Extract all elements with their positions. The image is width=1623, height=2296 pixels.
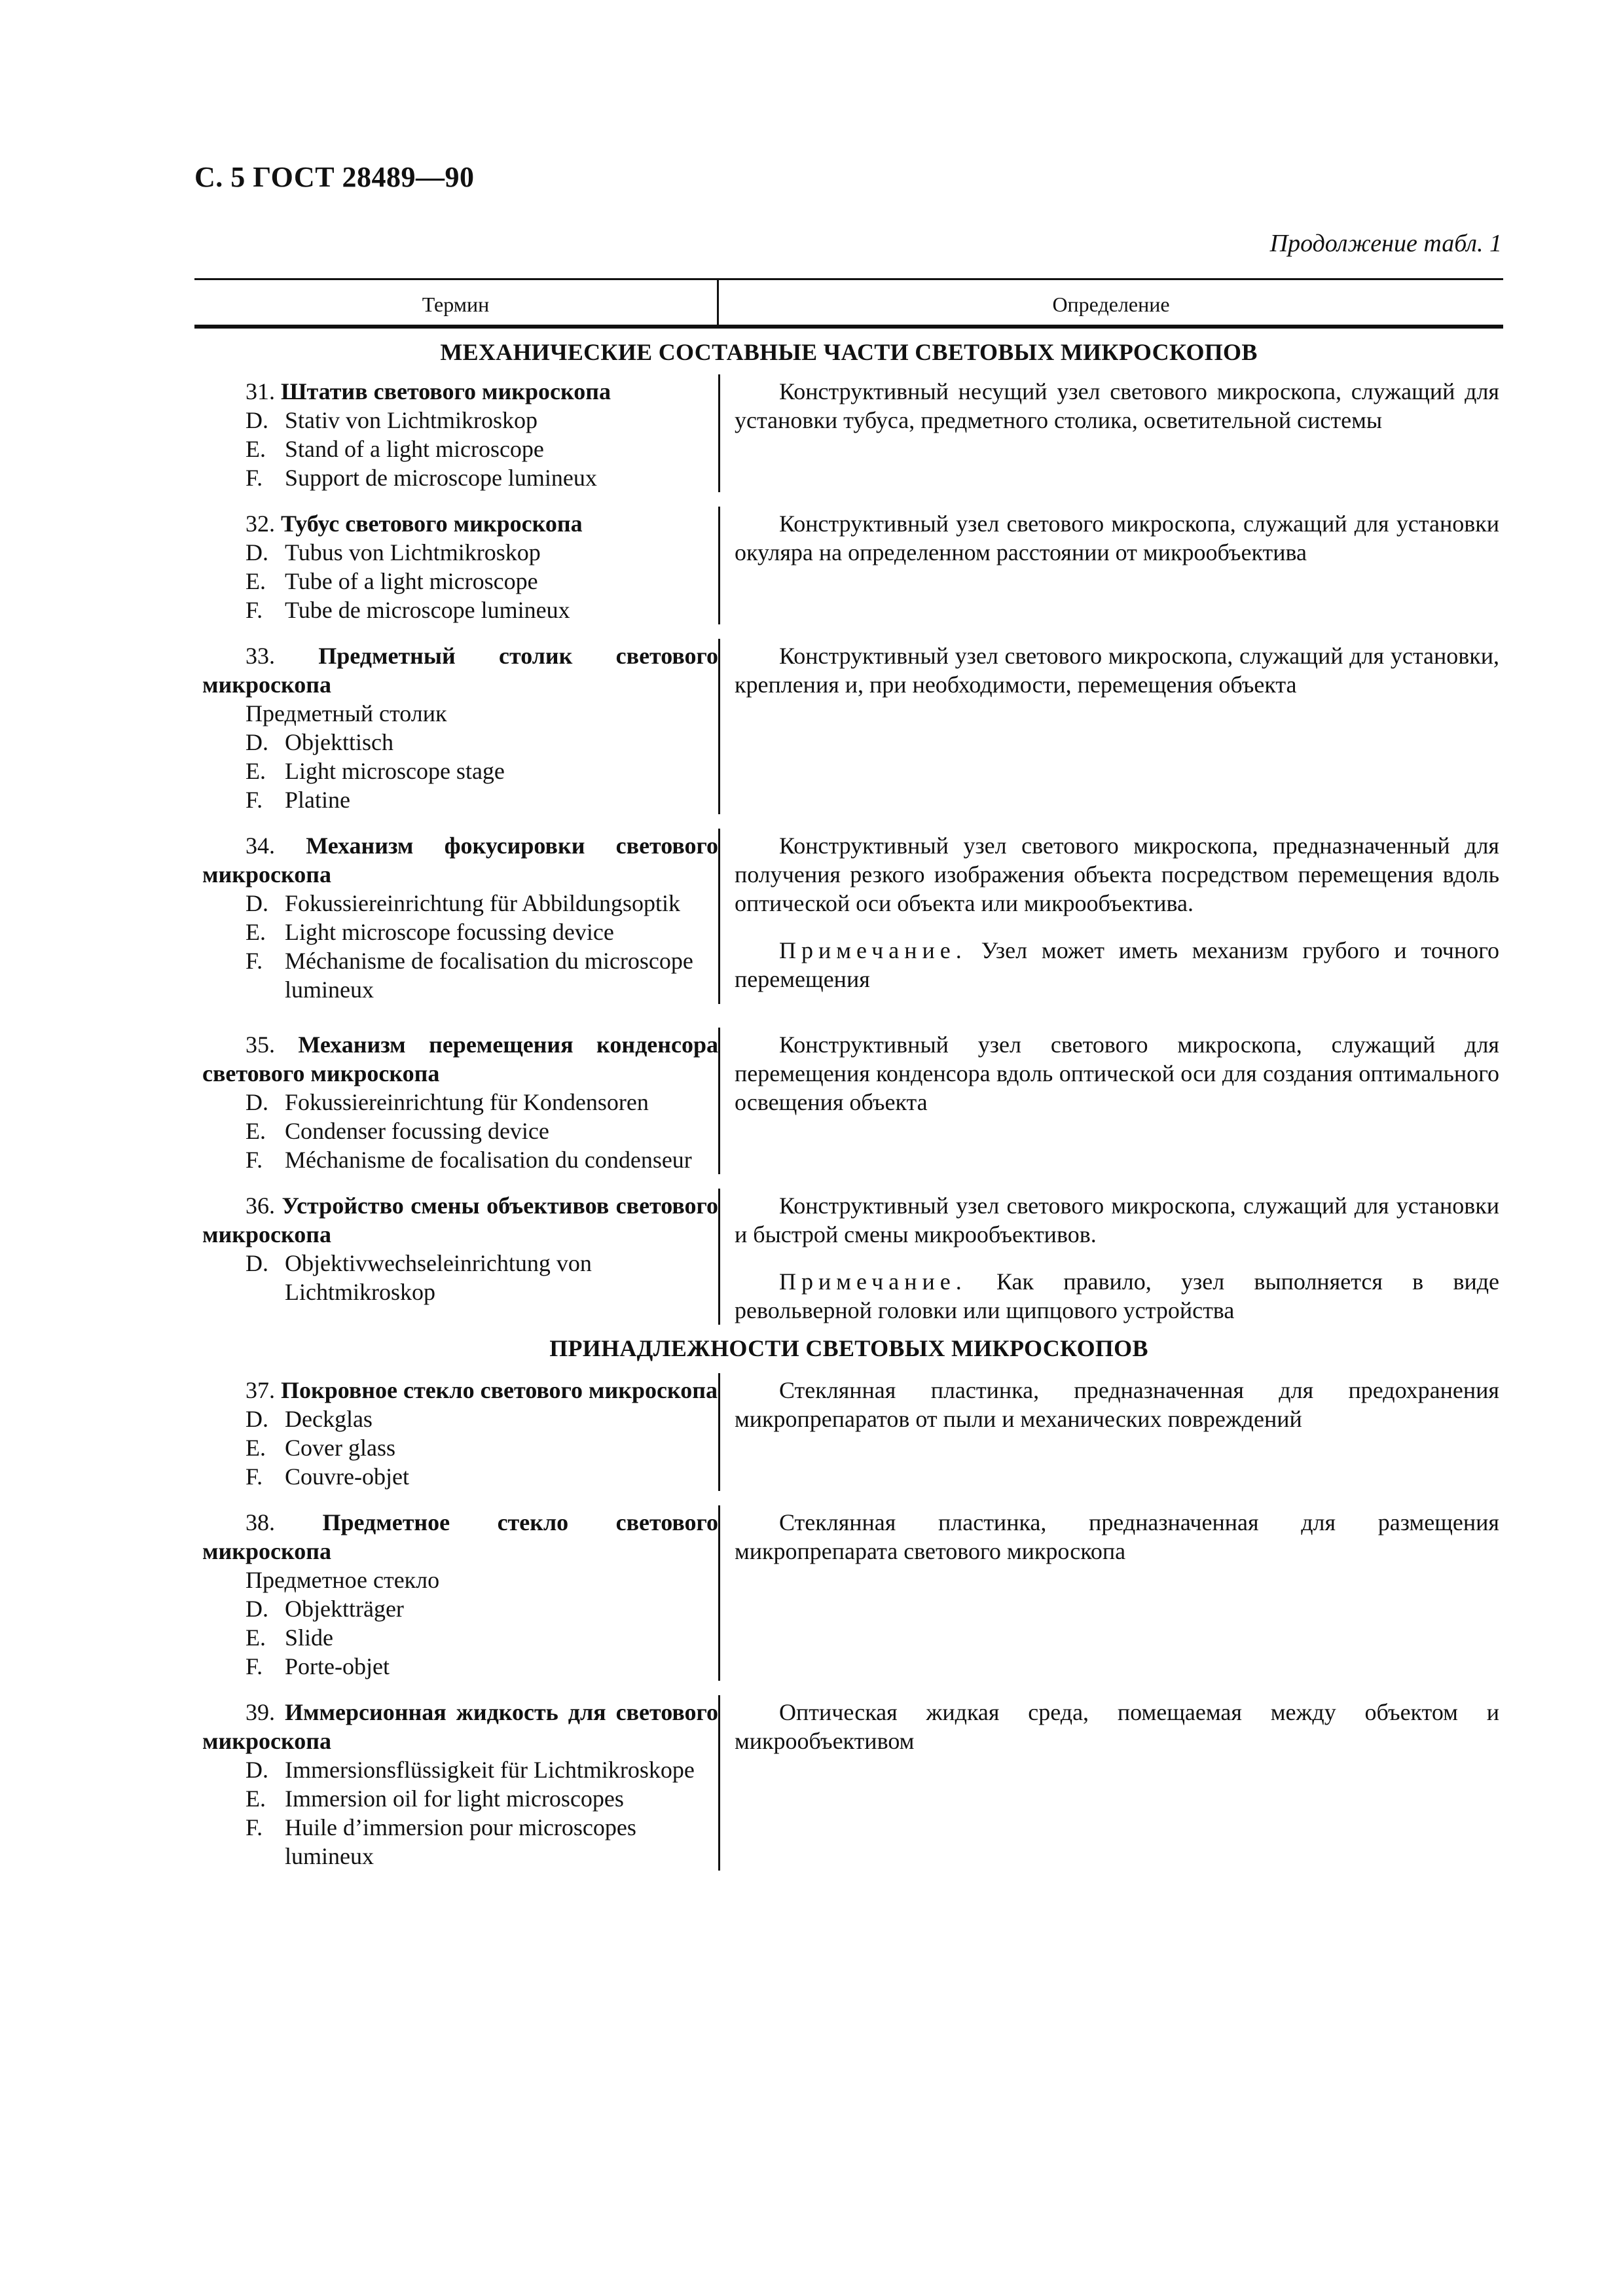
term-translation (202, 946, 718, 1004)
term-translation (202, 463, 718, 492)
term-translation (202, 596, 718, 624)
language-code: E. (246, 1785, 266, 1812)
term-title (202, 1191, 718, 1249)
term-title (202, 1508, 718, 1566)
page-header: С. 5 ГОСТ 28489—90 (194, 161, 475, 193)
term-title (202, 1376, 718, 1405)
translation-text: Stativ von Lichtmikroskop (285, 407, 538, 433)
term-translation (202, 1249, 718, 1306)
section-title: ПРИНАДЛЕЖНОСТИ СВЕТОВЫХ МИКРОСКОПОВ (549, 1335, 1148, 1361)
term-translation (202, 1652, 718, 1681)
term-number: 33. (246, 643, 275, 669)
language-code: D. (246, 407, 268, 433)
note-text: Как правило, узел выполняется в виде револьверной головки или щипцового устройства (735, 1268, 1500, 1323)
definition-cell (720, 1373, 1503, 1491)
translation-text: Tubus von Lichtmikroskop (285, 539, 541, 565)
term-translation (202, 1117, 718, 1145)
term-translation (202, 435, 718, 463)
term-number: 31. (246, 378, 275, 404)
definition-text: Стеклянная пластинка, предназначенная для размещения микропрепарата светового микроскопа (735, 1509, 1499, 1564)
term-name: Механизм фокусировки светового микроскопа (202, 833, 719, 888)
language-code: D. (246, 1596, 268, 1622)
definition-note (735, 1267, 1499, 1325)
term-synonym: Предметное стекло (246, 1567, 440, 1593)
translation-text: Cover glass (285, 1435, 395, 1461)
term-title (202, 831, 718, 889)
section-title: МЕХАНИЧЕСКИЕ СОСТАВНЫЕ ЧАСТИ СВЕТОВЫХ МИКРОСКОПОВ (440, 339, 1258, 365)
term-translation (202, 567, 718, 596)
definition-text: Конструктивный узел светового микроскопа, служащий для перемещения конденсора вдоль оптической оси для создания оптимального освещения объекта (735, 1031, 1499, 1115)
language-code: E. (246, 919, 266, 945)
term-name: Покровное стекло светового микроскопа (281, 1377, 718, 1403)
term-number: 39. (246, 1699, 275, 1725)
definition-text: Конструктивный узел светового микроскопа, служащий для установки окуляра на определенном расстоянии от микрообъектива (735, 511, 1499, 565)
definition-cell (720, 507, 1503, 624)
term-number: 38. (246, 1509, 275, 1535)
language-code: E. (246, 758, 266, 784)
term-name: Механизм перемещения конденсора светового микроскопа (202, 1031, 718, 1086)
term-title (202, 1698, 718, 1755)
language-code: F. (246, 1147, 263, 1173)
term-entry-39 (194, 1695, 1503, 1871)
language-code: D. (246, 1089, 268, 1115)
term-entry-35 (194, 1028, 1503, 1174)
term-title (202, 509, 718, 538)
language-code: F. (246, 465, 263, 491)
column-header-term: Термин (194, 280, 719, 325)
term-cell (194, 507, 720, 624)
language-code: D. (246, 1250, 268, 1276)
language-code: F. (246, 948, 263, 974)
note-text: Узел может иметь механизм грубого и точного перемещения (735, 937, 1500, 992)
term-entry-33 (194, 639, 1503, 814)
term-translation (202, 1623, 718, 1652)
term-number: 32. (246, 511, 275, 537)
definition-cell (720, 1695, 1503, 1871)
term-title (202, 1030, 718, 1088)
term-cell (194, 1505, 720, 1681)
translation-text: Tube of a light microscope (285, 568, 538, 594)
table-header-row (194, 280, 1503, 329)
term-cell (194, 639, 720, 814)
definition-cell (720, 1505, 1503, 1681)
term-name: Предметное стекло светового микроскопа (202, 1509, 718, 1564)
term-translation (202, 1784, 718, 1813)
term-translation (202, 1405, 718, 1433)
definition-text: Стеклянная пластинка, предназначенная для предохранения микропрепаратов от пыли и механических повреждений (735, 1377, 1499, 1432)
term-translation (202, 757, 718, 785)
term-name: Тубус светового микроскопа (281, 511, 583, 537)
language-code: E. (246, 1624, 266, 1651)
language-code: F. (246, 1814, 263, 1840)
language-code: E. (246, 1118, 266, 1144)
translation-text: Objektivwechseleinrichtung von Lichtmikroskop (285, 1250, 592, 1305)
translation-text: Deckglas (285, 1406, 373, 1432)
definition-cell (720, 1189, 1503, 1325)
term-number: 36. (246, 1193, 275, 1219)
term-translation (202, 406, 718, 435)
column-header-definition: Определение (1052, 292, 1170, 316)
language-code: E. (246, 1435, 266, 1461)
translation-text: Tube de microscope lumineux (285, 597, 570, 623)
term-cell (194, 1695, 720, 1871)
translation-text: Méchanisme de focalisation du microscope lumineux (285, 948, 693, 1003)
translation-text: Light microscope focussing device (285, 919, 614, 945)
language-code: D. (246, 1757, 268, 1783)
term-translation (202, 889, 718, 918)
language-code: F. (246, 787, 263, 813)
definition-note (735, 936, 1499, 994)
term-translation (202, 1813, 718, 1871)
term-cell (194, 1189, 720, 1325)
translation-text: Objekttisch (285, 729, 393, 755)
term-synonym: Предметный столик (246, 700, 447, 726)
term-entry-37 (194, 1373, 1503, 1491)
translation-text: Porte-objet (285, 1653, 390, 1679)
language-code: D. (246, 729, 268, 755)
definition-text: Конструктивный узел светового микроскопа, служащий для установки, крепления и, при необходимости, перемещения объекта (735, 643, 1499, 698)
term-cell (194, 829, 720, 1004)
translation-text: Support de microscope lumineux (285, 465, 597, 491)
translation-text: Immersionsflüssigkeit für Lichtmikroskope (285, 1757, 695, 1783)
term-name: Штатив светового микроскопа (281, 378, 611, 404)
language-code: D. (246, 539, 268, 565)
term-number: 37. (246, 1377, 275, 1403)
translation-text: Fokussiereinrichtung für Abbildungsoptik (285, 890, 680, 916)
term-name: Иммерсионная жидкость для светового микроскопа (202, 1699, 718, 1754)
translation-text: Stand of a light microscope (285, 436, 544, 462)
term-number: 35. (246, 1031, 275, 1058)
term-entry-34 (194, 829, 1503, 1004)
term-translation (202, 785, 718, 814)
definition-cell (720, 1028, 1503, 1174)
term-title (202, 377, 718, 406)
translation-text: Méchanisme de focalisation du condenseur (285, 1147, 692, 1173)
term-translation (202, 728, 718, 757)
term-translation (202, 538, 718, 567)
term-entry-38 (194, 1505, 1503, 1681)
term-translation (202, 1088, 718, 1117)
term-entry-31 (194, 374, 1503, 492)
translation-text: Couvre-objet (285, 1463, 409, 1490)
term-cell (194, 1373, 720, 1491)
term-entry-36 (194, 1189, 1503, 1325)
term-cell (194, 374, 720, 492)
translation-text: Condenser focussing device (285, 1118, 549, 1144)
note-label: Примечание. (779, 1268, 967, 1295)
translation-text: Fokussiereinrichtung für Kondensoren (285, 1089, 649, 1115)
translation-text: Immersion oil for light microscopes (285, 1785, 624, 1812)
language-code: E. (246, 568, 266, 594)
note-label: Примечание. (779, 937, 967, 963)
term-name: Предметный столик светового микроскопа (202, 643, 719, 698)
term-entry-32 (194, 507, 1503, 624)
term-translation (202, 1594, 718, 1623)
language-code: F. (246, 597, 263, 623)
translation-text: Light microscope stage (285, 758, 505, 784)
translation-text: Objektträger (285, 1596, 404, 1622)
language-code: D. (246, 1406, 268, 1432)
terms-table (194, 278, 1503, 1871)
term-translation (202, 1433, 718, 1462)
term-translation (202, 1755, 718, 1784)
term-number: 34. (246, 833, 275, 859)
translation-text: Platine (285, 787, 350, 813)
term-cell (194, 1028, 720, 1174)
definition-text: Конструктивный узел светового микроскопа, служащий для установки и быстрой смены микрообъективов. (735, 1193, 1499, 1247)
definition-cell (720, 639, 1503, 814)
translation-text: Huile d’immersion pour microscopes lumineux (285, 1814, 636, 1869)
term-title (202, 641, 718, 699)
definition-text: Конструктивный несущий узел светового микроскопа, служащий для установки тубуса, предметного столика, осветительной системы (735, 378, 1499, 433)
term-translation (202, 1462, 718, 1491)
language-code: D. (246, 890, 268, 916)
definition-cell (720, 374, 1503, 492)
translation-text: Slide (285, 1624, 334, 1651)
term-translation (202, 918, 718, 946)
definition-text: Оптическая жидкая среда, помещаемая между объектом и микрообъективом (735, 1699, 1499, 1754)
term-translation (202, 1145, 718, 1174)
table-continuation-label: Продолжение табл. 1 (1269, 230, 1502, 257)
language-code: E. (246, 436, 266, 462)
definition-text: Конструктивный узел светового микроскопа, предназначенный для получения резкого изображения объекта посредством перемещения вдоль оптической оси объекта или микрообъектива. (735, 833, 1499, 916)
term-name: Устройство смены объективов светового микроскопа (202, 1193, 719, 1247)
language-code: F. (246, 1653, 263, 1679)
definition-cell (720, 829, 1503, 1004)
table-body (194, 329, 1503, 1871)
language-code: F. (246, 1463, 263, 1490)
